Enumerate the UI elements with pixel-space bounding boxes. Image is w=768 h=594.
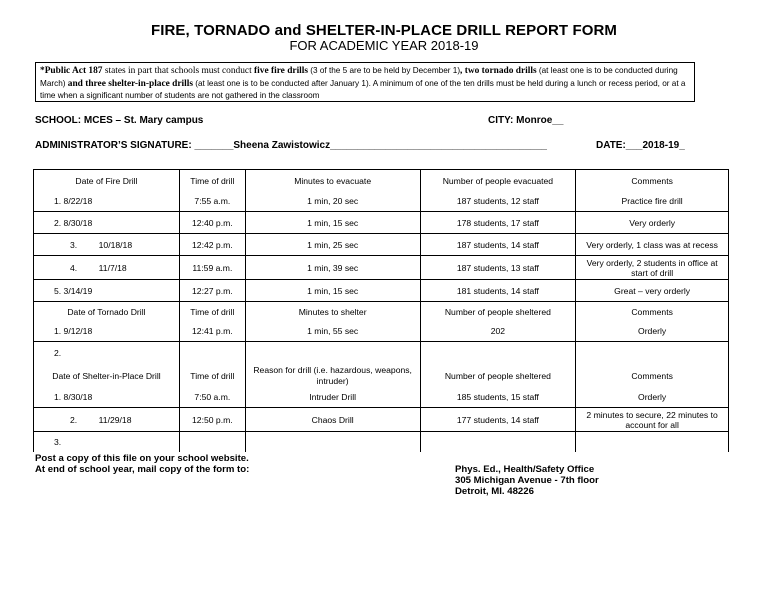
table-row <box>34 388 729 408</box>
table-cell <box>420 342 576 364</box>
table-row <box>34 408 729 432</box>
table-row <box>34 280 729 302</box>
notice-text-4: (at least one is to be conducted after January 1). A minimum of one of the ten drills must be held during a lunch or recess period, or at a time when a significant number of students are not gathered in the classroom <box>40 78 686 100</box>
tornado-header-row <box>34 302 729 322</box>
table-cell: 2. 8/30/18 <box>34 212 180 234</box>
table-cell: 178 students, 17 staff <box>420 212 576 234</box>
table-cell: 11:59 a.m. <box>179 256 245 280</box>
footer-post-line: Post a copy of this file on your school website. <box>35 453 249 464</box>
table-cell <box>576 432 729 452</box>
table-cell: Orderly <box>576 388 729 408</box>
table-cell: Very orderly, 1 class was at recess <box>576 234 729 256</box>
table-cell: 12:50 p.m. <box>179 408 245 432</box>
table-cell: 1 min, 20 sec <box>245 192 420 212</box>
drill-report-table <box>33 169 729 452</box>
table-cell: Very orderly, 2 students in office at start of drill <box>576 256 729 280</box>
notice-text-3: (at least one is to be conducted during March) <box>40 66 678 88</box>
fire-col-date: Date of Fire Drill <box>34 170 180 192</box>
shelter-header-row <box>34 364 729 388</box>
school-field: SCHOOL: MCES – St. Mary campus <box>35 115 204 126</box>
public-act-notice <box>35 62 695 102</box>
table-cell: 1 min, 39 sec <box>245 256 420 280</box>
table-cell: 5. 3/14/19 <box>34 280 180 302</box>
table-cell: 1 min, 25 sec <box>245 234 420 256</box>
table-cell <box>179 342 245 364</box>
table-cell: 1. 8/22/18 <box>34 192 180 212</box>
table-cell: 1 min, 15 sec <box>245 280 420 302</box>
table-cell: 177 students, 14 staff <box>420 408 576 432</box>
table-cell: 1. 8/30/18 <box>34 388 180 408</box>
fire-col-people: Number of people evacuated <box>420 170 576 192</box>
shelter-col-time: Time of drill <box>179 364 245 388</box>
notice-act: *Public Act 187 <box>40 66 103 76</box>
table-cell <box>179 432 245 452</box>
address-line-1: Phys. Ed., Health/Safety Office <box>455 464 595 475</box>
table-cell: 12:40 p.m. <box>179 212 245 234</box>
table-cell: Practice fire drill <box>576 192 729 212</box>
table-cell <box>576 342 729 364</box>
notice-text-1: states in part that schools must conduct <box>102 66 255 76</box>
table-cell: Great – very orderly <box>576 280 729 302</box>
table-cell: 12:41 p.m. <box>179 322 245 342</box>
table-row <box>34 212 729 234</box>
table-cell: 1 min, 15 sec <box>245 212 420 234</box>
tornado-col-time: Time of drill <box>179 302 245 322</box>
address-line-3: Detroit, MI. 48226 <box>455 486 534 497</box>
notice-text-2: (3 of the 5 are to be held by December 1) <box>308 66 461 75</box>
form-subtitle: FOR ACADEMIC YEAR 2018-19 <box>289 38 479 53</box>
fire-col-minutes: Minutes to evacuate <box>245 170 420 192</box>
table-cell: Intruder Drill <box>245 388 420 408</box>
table-cell <box>420 432 576 452</box>
table-cell <box>245 432 420 452</box>
table-cell: 2. <box>34 342 180 364</box>
table-cell: 3. 10/18/18 <box>34 234 180 256</box>
date-field: DATE:___2018-19_ <box>596 140 685 151</box>
table-cell: 4. 11/7/18 <box>34 256 180 280</box>
notice-shelter: and three shelter-in-place drills <box>67 78 193 89</box>
table-row <box>34 342 729 364</box>
signature-field: ADMINISTRATOR’S SIGNATURE: _______Sheena Zawistowicz_______________________________________ <box>35 140 547 151</box>
fire-col-time: Time of drill <box>179 170 245 192</box>
table-row <box>34 192 729 212</box>
fire-header-row <box>34 170 729 192</box>
table-cell: 187 students, 13 staff <box>420 256 576 280</box>
shelter-col-date: Date of Shelter-in-Place Drill <box>34 364 180 388</box>
table-cell: 202 <box>420 322 576 342</box>
table-cell: 181 students, 14 staff <box>420 280 576 302</box>
notice-tornado: , two tornado drills <box>460 66 537 76</box>
notice-fire: five fire drills <box>254 66 309 76</box>
table-cell: Chaos Drill <box>245 408 420 432</box>
table-cell: Very orderly <box>576 212 729 234</box>
table-cell: 185 students, 15 staff <box>420 388 576 408</box>
footer-instructions <box>35 453 249 475</box>
city-field: CITY: Monroe__ <box>488 115 564 126</box>
shelter-col-comments: Comments <box>576 364 729 388</box>
table-cell <box>245 342 420 364</box>
table-cell: 2. 11/29/18 <box>34 408 180 432</box>
tornado-col-date: Date of Tornado Drill <box>34 302 180 322</box>
table-cell: 187 students, 12 staff <box>420 192 576 212</box>
tornado-col-minutes: Minutes to shelter <box>245 302 420 322</box>
table-cell: 1. 9/12/18 <box>34 322 180 342</box>
fire-col-comments: Comments <box>576 170 729 192</box>
mailing-address <box>455 464 599 497</box>
footer-mail-line: At end of school year, mail copy of the form to: <box>35 464 250 475</box>
table-cell: 3. <box>34 432 180 452</box>
table-cell: 12:27 p.m. <box>179 280 245 302</box>
table-row <box>34 322 729 342</box>
shelter-col-people: Number of people sheltered <box>420 364 576 388</box>
table-cell: 187 students, 14 staff <box>420 234 576 256</box>
tornado-col-comments: Comments <box>576 302 729 322</box>
table-cell: 7:55 a.m. <box>179 192 245 212</box>
table-cell: Orderly <box>576 322 729 342</box>
table-cell: 2 minutes to secure, 22 minutes to account for all <box>576 408 729 432</box>
table-row <box>34 256 729 280</box>
table-row <box>34 432 729 452</box>
tornado-col-people: Number of people sheltered <box>420 302 576 322</box>
table-cell: 1 min, 55 sec <box>245 322 420 342</box>
form-title: FIRE, TORNADO and SHELTER-IN-PLACE DRILL REPORT FORM <box>150 22 618 39</box>
table-cell: 12:42 p.m. <box>179 234 245 256</box>
address-line-2: 305 Michigan Avenue - 7th floor <box>455 475 599 486</box>
table-cell: 7:50 a.m. <box>179 388 245 408</box>
shelter-col-reason: Reason for drill (i.e. hazardous, weapons, intruder) <box>245 364 420 388</box>
table-row <box>34 234 729 256</box>
